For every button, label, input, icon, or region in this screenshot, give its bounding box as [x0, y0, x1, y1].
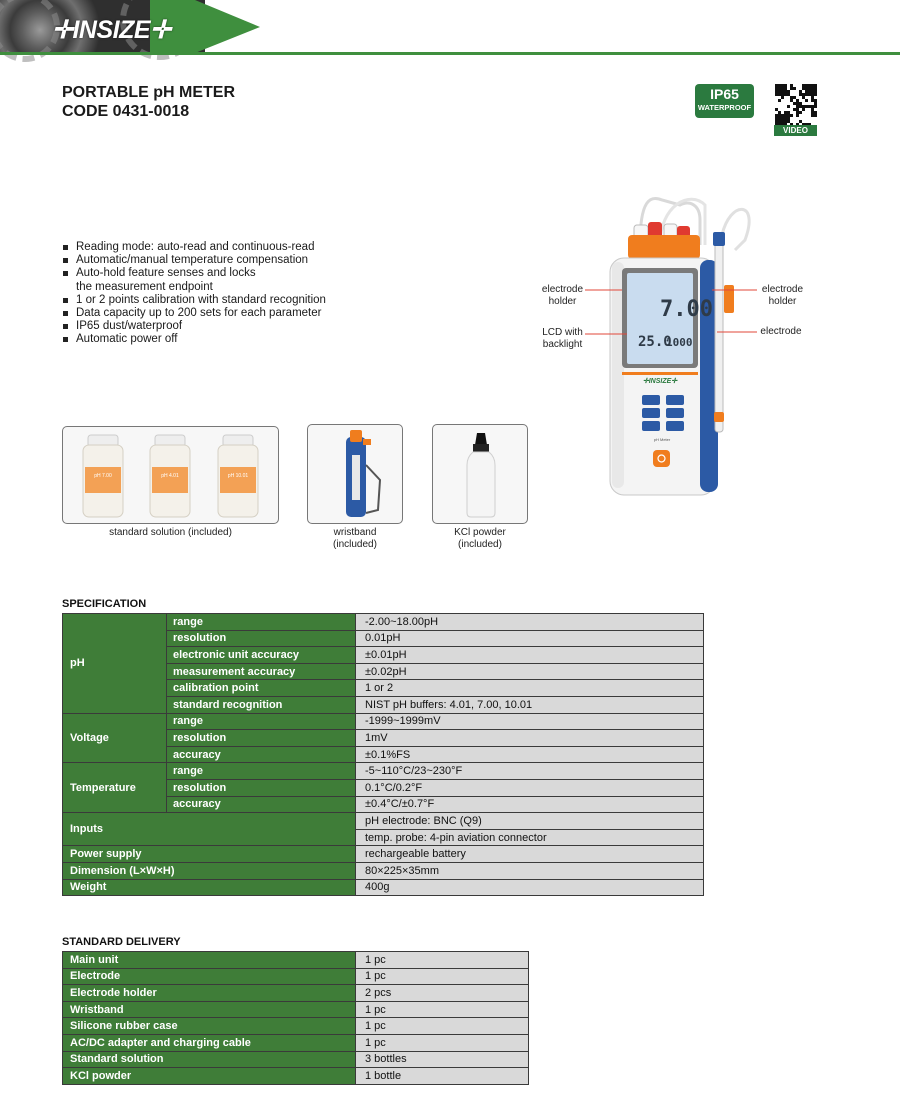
feature-item: Automatic power off	[76, 333, 326, 346]
spec-value: 1 or 2	[356, 680, 704, 697]
table-row	[63, 952, 529, 969]
delivery-qty: 3 bottles	[356, 1051, 529, 1068]
delivery-qty: 1 pc	[356, 1001, 529, 1018]
table-row	[63, 879, 704, 896]
feature-item: 1 or 2 points calibration with standard recognition	[76, 293, 326, 306]
spec-param: accuracy	[167, 796, 356, 813]
lcd-temp-reading: 25.0	[638, 334, 672, 350]
spec-value: ±0.1%FS	[356, 746, 704, 763]
spec-value: 400g	[356, 879, 704, 896]
caption-kcl-powder: KCl powder (included)	[454, 527, 506, 550]
delivery-qty: 1 pc	[356, 1034, 529, 1051]
delivery-item: Main unit	[63, 952, 356, 969]
delivery-item: KCl powder	[63, 1068, 356, 1085]
delivery-table	[62, 951, 529, 1085]
spec-value: -2.00~18.00pH	[356, 614, 704, 631]
device-model: pH Meter	[653, 437, 671, 442]
qr-video-label: VIDEO	[774, 125, 817, 136]
specification-table	[62, 613, 704, 896]
table-row	[63, 1051, 529, 1068]
spec-param: resolution	[167, 630, 356, 647]
delivery-qty: 1 pc	[356, 1018, 529, 1035]
delivery-heading: STANDARD DELIVERY	[62, 936, 181, 948]
specification-heading: SPECIFICATION	[62, 598, 147, 610]
delivery-item: Electrode holder	[63, 985, 356, 1002]
bottle-label-1: pH 7.00	[94, 473, 112, 479]
spec-param: electronic unit accuracy	[167, 647, 356, 664]
bottle-label-3: pH 10.01	[227, 473, 249, 479]
table-row	[63, 968, 529, 985]
caption-standard-solution: standard solution (included)	[109, 527, 232, 538]
spec-param: standard recognition	[167, 696, 356, 713]
spec-param: measurement accuracy	[167, 663, 356, 680]
spec-group-temperature: Temperature	[63, 763, 167, 813]
spec-param: accuracy	[167, 746, 356, 763]
spec-value: -5~110°C/23~230°F	[356, 763, 704, 780]
table-row	[63, 862, 704, 879]
spec-param: Power supply	[63, 846, 356, 863]
spec-group-voltage: Voltage	[63, 713, 167, 763]
table-row	[63, 1001, 529, 1018]
spec-value: rechargeable battery	[356, 846, 704, 863]
delivery-item: Standard solution	[63, 1051, 356, 1068]
delivery-item: Wristband	[63, 1001, 356, 1018]
spec-param: range	[167, 763, 356, 780]
label-lcd-backlight: LCD with backlight	[542, 327, 583, 350]
table-row	[63, 985, 529, 1002]
spec-value: 80×225×35mm	[356, 862, 704, 879]
spec-param: range	[167, 713, 356, 730]
ip-rating: IP65	[710, 86, 739, 102]
wristband-image	[307, 424, 403, 524]
ip-label: WATERPROOF	[697, 103, 752, 112]
table-row	[63, 763, 704, 780]
kcl-powder-image	[432, 424, 528, 524]
delivery-qty: 1 bottle	[356, 1068, 529, 1085]
table-row	[63, 846, 704, 863]
spec-value: ±0.01pH	[356, 647, 704, 664]
product-code: CODE 0431-0018	[62, 103, 190, 120]
spec-param: calibration point	[167, 680, 356, 697]
table-row	[63, 1018, 529, 1035]
table-row	[63, 813, 704, 830]
spec-value: ±0.4°C/±0.7°F	[356, 796, 704, 813]
spec-group-inputs: Inputs	[63, 813, 356, 846]
table-row	[63, 614, 704, 631]
spec-value: 0.01pH	[356, 630, 704, 647]
delivery-qty: 2 pcs	[356, 985, 529, 1002]
product-title: PORTABLE pH METER	[62, 84, 236, 101]
spec-param: range	[167, 614, 356, 631]
spec-value: 0.1°C/0.2°F	[356, 779, 704, 796]
feature-item-continued: the measurement endpoint	[76, 280, 213, 293]
device-brand: ✛INSIZE✛	[642, 378, 678, 385]
spec-param: Dimension (L×W×H)	[63, 862, 356, 879]
lcd-sub-reading: 1000	[666, 336, 693, 349]
spec-value: NIST pH buffers: 4.01, 7.00, 10.01	[356, 696, 704, 713]
spec-param: Weight	[63, 879, 356, 896]
spec-param: resolution	[167, 779, 356, 796]
spec-group-ph: pH	[63, 614, 167, 714]
spec-value: 1mV	[356, 730, 704, 747]
spec-param: resolution	[167, 730, 356, 747]
feature-item: Auto-hold feature senses and locks	[76, 267, 326, 280]
caption-wristband: wristband (included)	[333, 527, 377, 550]
feature-item: Reading mode: auto-read and continuous-read	[76, 241, 326, 254]
power-button[interactable]	[653, 450, 670, 467]
delivery-item: Electrode	[63, 968, 356, 985]
feature-item: Data capacity up to 200 sets for each parameter	[76, 307, 326, 320]
delivery-qty: 1 pc	[356, 968, 529, 985]
label-electrode-holder-right: electrode holder	[761, 284, 804, 307]
table-row	[63, 1034, 529, 1051]
lcd-main-reading: 7.00	[660, 297, 713, 322]
delivery-item: AC/DC adapter and charging cable	[63, 1034, 356, 1051]
table-row	[63, 713, 704, 730]
table-row	[63, 1068, 529, 1085]
spec-value: temp. probe: 4-pin aviation connector	[356, 829, 704, 846]
bottle-label-2: pH 4.01	[161, 473, 179, 479]
label-electrode-holder-left: electrode holder	[541, 284, 584, 307]
delivery-item: Silicone rubber case	[63, 1018, 356, 1035]
brand-logo: ✛INSIZE✛	[52, 16, 171, 44]
spec-value: ±0.02pH	[356, 663, 704, 680]
label-electrode: electrode	[760, 326, 802, 337]
delivery-qty: 1 pc	[356, 952, 529, 969]
standard-solution-image	[62, 426, 279, 524]
spec-value: -1999~1999mV	[356, 713, 704, 730]
feature-item: Automatic/manual temperature compensation	[76, 254, 326, 267]
spec-value: pH electrode: BNC (Q9)	[356, 813, 704, 830]
feature-item: IP65 dust/waterproof	[76, 320, 326, 333]
